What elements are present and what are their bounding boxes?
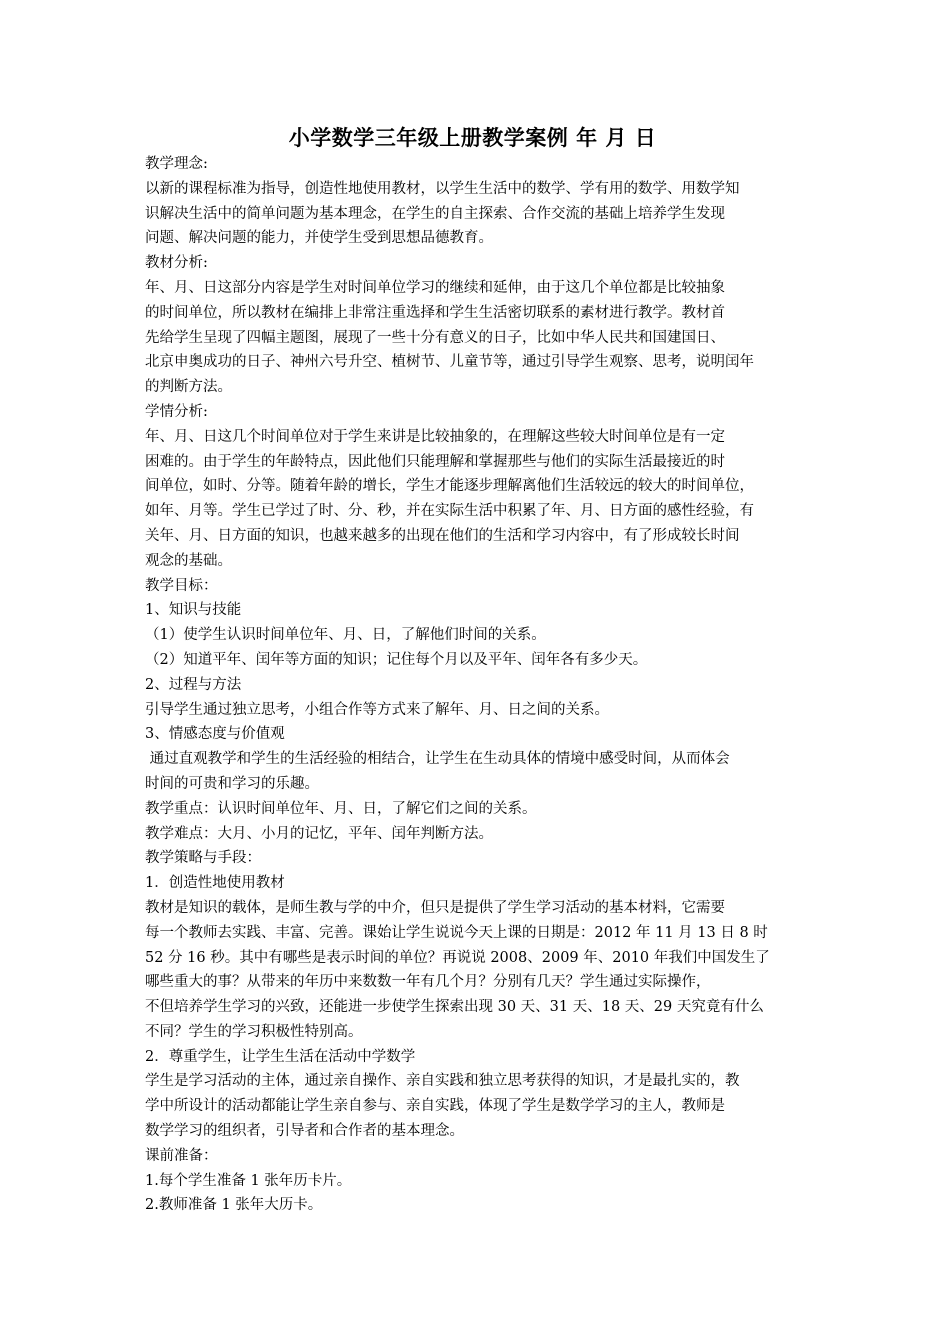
body-line: 的时间单位，所以教材在编排上非常注重选择和学生生活密切联系的素材进行教学。教材首 xyxy=(145,304,725,321)
body-line: 每一个教师去实践、丰富、完善。课始让学生说说今天上课的日期是：2012 年 11 月 13 日 8 时 xyxy=(145,924,768,941)
body-line: 不同？学生的学习积极性特别高。 xyxy=(145,1023,363,1040)
body-line: 关年、月、日方面的知识，也越来越多的出现在他们的生活和学习内容中，有了形成较长时间 xyxy=(145,527,740,544)
body-line: 以新的课程标准为指导，创造性地使用教材，以学生生活中的数学、学有用的数学、用数学知 xyxy=(145,180,740,197)
list-item: （2）知道平年、闰年等方面的知识；记住每个月以及平年、闰年各有多少天。 xyxy=(145,651,648,668)
body-line: 哪些重大的事？从带来的年历中来数数一年有几个月？分别有几天？学生通过实际操作， xyxy=(145,974,711,991)
body-line: 年、月、日这部分内容是学生对时间单位学习的继续和延伸，由于这几个单位都是比较抽象 xyxy=(145,279,725,296)
subheading-attitude-values: 3、情感态度与价值观 xyxy=(145,726,285,743)
teaching-difficulty: 教学难点：大月、小月的记忆，平年、闰年判断方法。 xyxy=(145,825,493,842)
subheading-respect-students: 2．尊重学生，让学生生活在活动中学数学 xyxy=(145,1048,416,1065)
body-line: 先给学生呈现了四幅主题图，展现了一些十分有意义的日子，比如中华人民共和国建国日、 xyxy=(145,329,725,346)
body-line: 的判断方法。 xyxy=(145,379,232,396)
subheading-process-method: 2、过程与方法 xyxy=(145,676,242,693)
list-item: 1.每个学生准备 1 张年历卡片。 xyxy=(145,1172,352,1189)
section-heading-teaching-philosophy: 教学理念: xyxy=(145,156,208,172)
body-line: 不但培养学生学习的兴致，还能进一步使学生探索出现 30 天、31 天、18 天、29 天究竟有什么 xyxy=(145,999,764,1016)
body-line: 问题、解决问题的能力，并使学生受到思想品德教育。 xyxy=(145,230,493,247)
body-line: 52 分 16 秒。其中有哪些是表示时间的单位？再说说 2008、2009 年、2010 年我们中国发生了 xyxy=(145,949,770,966)
list-item: 2.教师准备 1 张年大历卡。 xyxy=(145,1197,323,1214)
section-heading-strategy: 教学策略与手段： xyxy=(145,850,261,867)
body-line: 北京申奥成功的日子、神州六号升空、植树节、儿童节等，通过引导学生观察、思考，说明闰年 xyxy=(145,354,754,371)
body-line: 通过直观教学和学生的生活经验的相结合，让学生在生动具体的情境中感受时间，从而体会 xyxy=(145,751,730,768)
subheading-knowledge-skills: 1、知识与技能 xyxy=(145,602,242,619)
body-line: 教材是知识的载体，是师生教与学的中介，但只是提供了学生学习活动的基本材料，它需要 xyxy=(145,899,725,916)
body-line: 时间的可贵和学习的乐趣。 xyxy=(145,775,319,792)
body-line: 识解决生活中的简单问题为基本理念，在学生的自主探索、合作交流的基础上培养学生发现 xyxy=(145,205,725,222)
section-heading-student-analysis: 学情分析: xyxy=(145,403,208,420)
list-item: （1）使学生认识时间单位年、月、日，了解他们时间的关系。 xyxy=(145,627,546,644)
document-page xyxy=(145,124,810,1218)
document-body xyxy=(145,152,810,1218)
teaching-key-point: 教学重点：认识时间单位年、月、日，了解它们之间的关系。 xyxy=(145,800,537,817)
body-line: 如年、月等。学生已学过了时、分、秒，并在实际生活中积累了年、月、日方面的感性经验，有 xyxy=(145,503,754,520)
document-title: 小学数学三年级上册教学案例 年 月 日 xyxy=(288,126,657,150)
section-heading-preparation: 课前准备： xyxy=(145,1147,218,1164)
section-heading-teaching-goals: 教学目标： xyxy=(145,577,218,594)
body-line: 间单位，如时、分等。随着年龄的增长，学生才能逐步理解离他们生活较远的较大的时间单位， xyxy=(145,478,754,495)
body-line: 数学学习的组织者，引导者和合作者的基本理念。 xyxy=(145,1123,464,1140)
body-line: 年、月、日这几个时间单位对于学生来讲是比较抽象的，在理解这些较大时间单位是有一定 xyxy=(145,428,725,445)
body-line: 观念的基础。 xyxy=(145,552,232,569)
body-line: 学生是学习活动的主体，通过亲自操作、亲自实践和独立思考获得的知识，才是最扎实的，教 xyxy=(145,1073,740,1090)
subheading-creative-use: 1．创造性地使用教材 xyxy=(145,875,285,892)
section-heading-material-analysis: 教材分析: xyxy=(145,255,208,272)
body-line: 学中所设计的活动都能让学生亲自参与、亲自实践，体现了学生是数学学习的主人，教师是 xyxy=(145,1098,725,1115)
body-line: 困难的。由于学生的年龄特点，因此他们只能理解和掌握那些与他们的实际生活最接近的时 xyxy=(145,453,725,470)
body-line: 引导学生通过独立思考，小组合作等方式来了解年、月、日之间的关系。 xyxy=(145,701,609,718)
